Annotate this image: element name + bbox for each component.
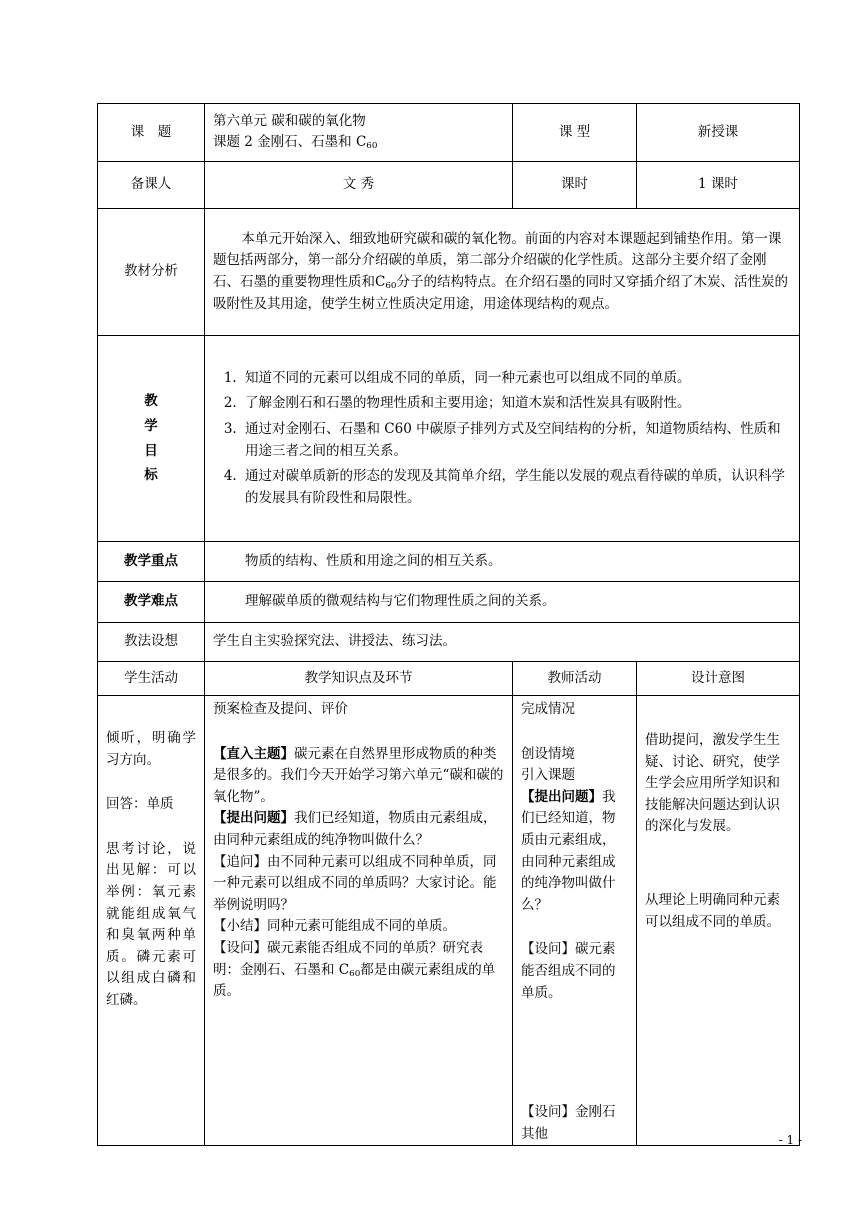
goals-list (213, 368, 791, 510)
student-activity-1: 倾听，明确学习方向。 (106, 730, 196, 768)
knowledge-6: 【设问】碳元素能否组成不同的单质？研究表明：金刚石、石墨和 $C_{60}$都是由碳元素组成的单质。 (213, 939, 496, 1000)
key-point-text: 物质的结构、性质和用途之间的相互关系。 (205, 542, 800, 582)
goal-item: 3. 通过对金刚石、石墨和 C60 中碳原子排列方式及空间结构的分析，知道物质结构、性质和用途三者之间的相互关系。 (241, 419, 791, 462)
goals-label: 教 学 目 标 (98, 336, 205, 542)
analysis-text: 本单元开始深入、细致地研究碳和碳的氧化物。前面的内容对本课题起到铺垫作用。第一课题包括两部分，第一部分介绍碳的单质，第二部分介绍碳的化学性质。这部分主要介绍了金刚石、石墨的重要物理性质和$C_{60}$分子的结构特点。在介绍石墨的同时又穿插介绍了木炭、活性炭的吸附性及其用途，使学生树立性质决定用途，用途体现结构的观点。 (205, 209, 800, 336)
teacher-activity-2: 创设情境 (521, 745, 575, 762)
type-label: 课 型 (513, 104, 637, 162)
author-value: 文 秀 (205, 162, 513, 209)
key-point-row (98, 542, 800, 582)
key-point-label: 教学重点 (98, 542, 205, 582)
author-row (98, 162, 800, 209)
knowledge-5: 【小结】同种元素可能组成不同的单质。 (213, 918, 456, 935)
student-activity-2: 回答：单质 (106, 796, 174, 813)
teacher-activity-cell (513, 696, 637, 1146)
student-activity-cell (98, 696, 205, 1146)
difficulty-label: 教学难点 (98, 582, 205, 623)
topic-line-2: 课题 2 金刚石、石墨和 $C_{60}$ (213, 134, 378, 152)
knowledge-1: 预案检查及提问、评价 (213, 701, 348, 717)
knowledge-3: 【提出问题】我们已经知道，物质由元素组成，由同种元素组成的纯净物叫做什么？ (213, 810, 497, 848)
teacher-activity-5: 【设问】碳元素能否组成不同的单质。 (521, 941, 616, 1001)
method-row (98, 623, 800, 662)
lesson-plan-table (97, 103, 800, 1146)
design-intent-2: 从理论上明确同种元素可以组成不同的单质。 (645, 891, 780, 930)
analysis-row (98, 209, 800, 336)
col-student-header: 学生活动 (98, 662, 205, 696)
goal-item: 2. 了解金刚石和石墨的物理性质和主要用途；知道木炭和活性炭具有吸附性。 (241, 393, 791, 415)
period-value: 1 课时 (637, 162, 800, 209)
teacher-activity-6: 【设问】金刚石其他 (521, 1104, 616, 1142)
goal-item: 1. 知道不同的元素可以组成不同的单质，同一种元素也可以组成不同的单质。 (241, 368, 791, 390)
difficulty-row (98, 582, 800, 623)
topic-line-1: 第六单元 碳和碳的氧化物 (213, 113, 366, 130)
author-label: 备课人 (98, 162, 205, 209)
knowledge-2: 【直入主题】碳元素在自然界里形成物质的种类是很多的。我们今天开始学习第六单元“碳和碳的氧化物”。 (213, 745, 504, 805)
teacher-activity-4: 【提出问题】我们已经知道，物质由元素组成，由同种元素组成的纯净物叫做什么？ (521, 788, 616, 913)
design-intent-1: 借助提问，激发学生生疑、讨论、研究，使学生学会应用所学知识和技能解决问题达到认识的深化与发展。 (645, 732, 780, 835)
page-number: - 1 - (778, 1133, 802, 1147)
period-label: 课时 (513, 162, 637, 209)
method-text: 学生自主实验探究法、讲授法、练习法。 (205, 623, 800, 662)
analysis-label: 教材分析 (98, 209, 205, 336)
knowledge-4: 【追问】由不同种元素可以组成不同种单质，同一种元素可以组成不同的单质吗？大家讨论。能举例说明吗？ (213, 853, 497, 913)
design-intent-cell (637, 696, 800, 1146)
topic-row (98, 104, 800, 162)
goals-row (98, 336, 800, 542)
topic-label: 课 题 (98, 104, 205, 162)
goal-item: 4. 通过对碳单质新的形态的发现及其简单介绍，学生能以发展的观点看待碳的单质，认识科学的发展具有阶段性和局限性。 (241, 466, 791, 509)
col-knowledge-header: 教学知识点及环节 (205, 662, 513, 696)
knowledge-cell (205, 696, 513, 1146)
teacher-activity-3: 引入课题 (521, 767, 575, 784)
col-intent-header: 设计意图 (637, 662, 800, 696)
method-label: 教法设想 (98, 623, 205, 662)
teacher-activity-1: 完成情况 (521, 701, 575, 717)
topic-value (205, 104, 513, 162)
student-activity-3: 思考讨论，说出见解：可以举例：氧元素就能组成氧气和臭氧两种单质。磷元素可以组成白磷和红磷。 (106, 840, 196, 1008)
col-teacher-header: 教师活动 (513, 662, 637, 696)
type-value: 新授课 (637, 104, 800, 162)
goals-list-cell (205, 336, 800, 542)
content-row (98, 696, 800, 1146)
column-header-row (98, 662, 800, 696)
difficulty-text: 理解碳单质的微观结构与它们物理性质之间的关系。 (205, 582, 800, 623)
